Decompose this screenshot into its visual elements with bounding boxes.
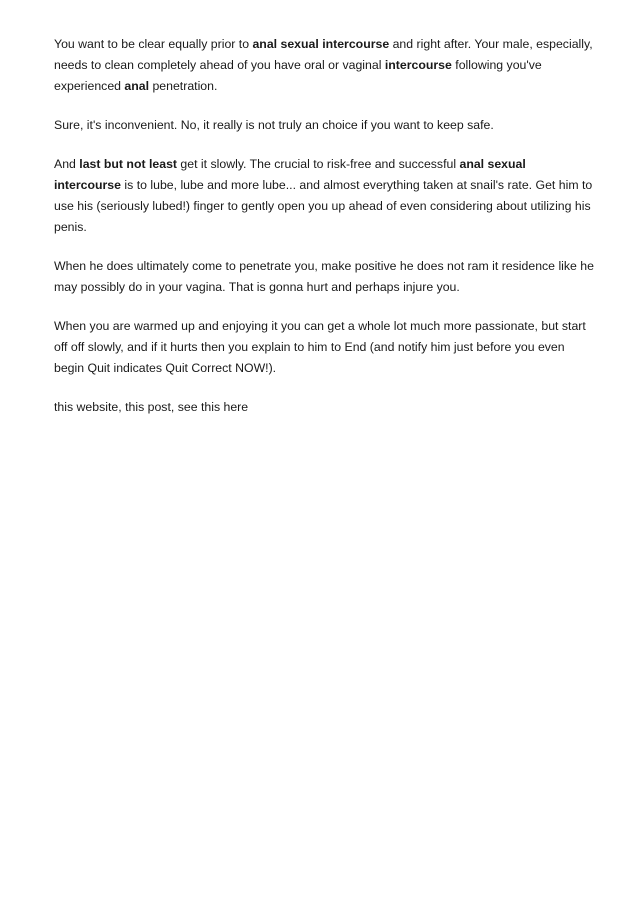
bold-phrase: anal	[124, 79, 150, 93]
paragraph-6-links	[54, 397, 594, 418]
paragraph-5-text: When you are warmed up and enjoying it you can get a whole lot much more passionate, but start off off slowly, and if it hurts then you explain to him to End (and notify him just before you even begin Quit indicates Quit Correct NOW!).	[54, 319, 586, 375]
paragraph-2-text: Sure, it's inconvenient. No, it really is not truly an choice if you want to keep safe.	[54, 118, 494, 132]
document-page	[54, 34, 594, 436]
paragraph-1-text: and right after. Your male, especially, needs to clean completely ahead of you have oral or vaginal	[54, 37, 593, 72]
bold-phrase: last but not least	[79, 157, 177, 171]
paragraph-4	[54, 256, 594, 298]
paragraph-1-text: following you've experienced	[54, 58, 542, 93]
paragraph-3-text: is to lube, lube and more lube... and almost everything taken at snail's rate. Get him to use his (seriously lubed!) finger to gently open you up ahead of even considering about utilizing his penis.	[54, 178, 593, 234]
paragraph-2	[54, 115, 594, 136]
paragraph-1-text: penetration.	[149, 79, 218, 93]
bold-phrase: anal sexual intercourse	[252, 37, 390, 51]
paragraph-5	[54, 316, 594, 379]
link-list-text[interactable]: this website, this post, see this here	[54, 400, 249, 414]
paragraph-3-text: get it slowly. The crucial to risk-free and successful	[177, 157, 460, 171]
paragraph-1-text: You want to be clear equally prior to	[54, 37, 253, 51]
paragraph-4-text: When he does ultimately come to penetrate you, make positive he does not ram it residence like he may possibly do in your vagina. That is gonna hurt and perhaps injure you.	[54, 259, 594, 294]
paragraph-3-text: And	[54, 157, 80, 171]
paragraph-1	[54, 34, 594, 97]
bold-phrase: anal sexual intercourse	[54, 157, 526, 192]
bold-phrase: intercourse	[384, 58, 452, 72]
paragraph-3	[54, 154, 594, 238]
